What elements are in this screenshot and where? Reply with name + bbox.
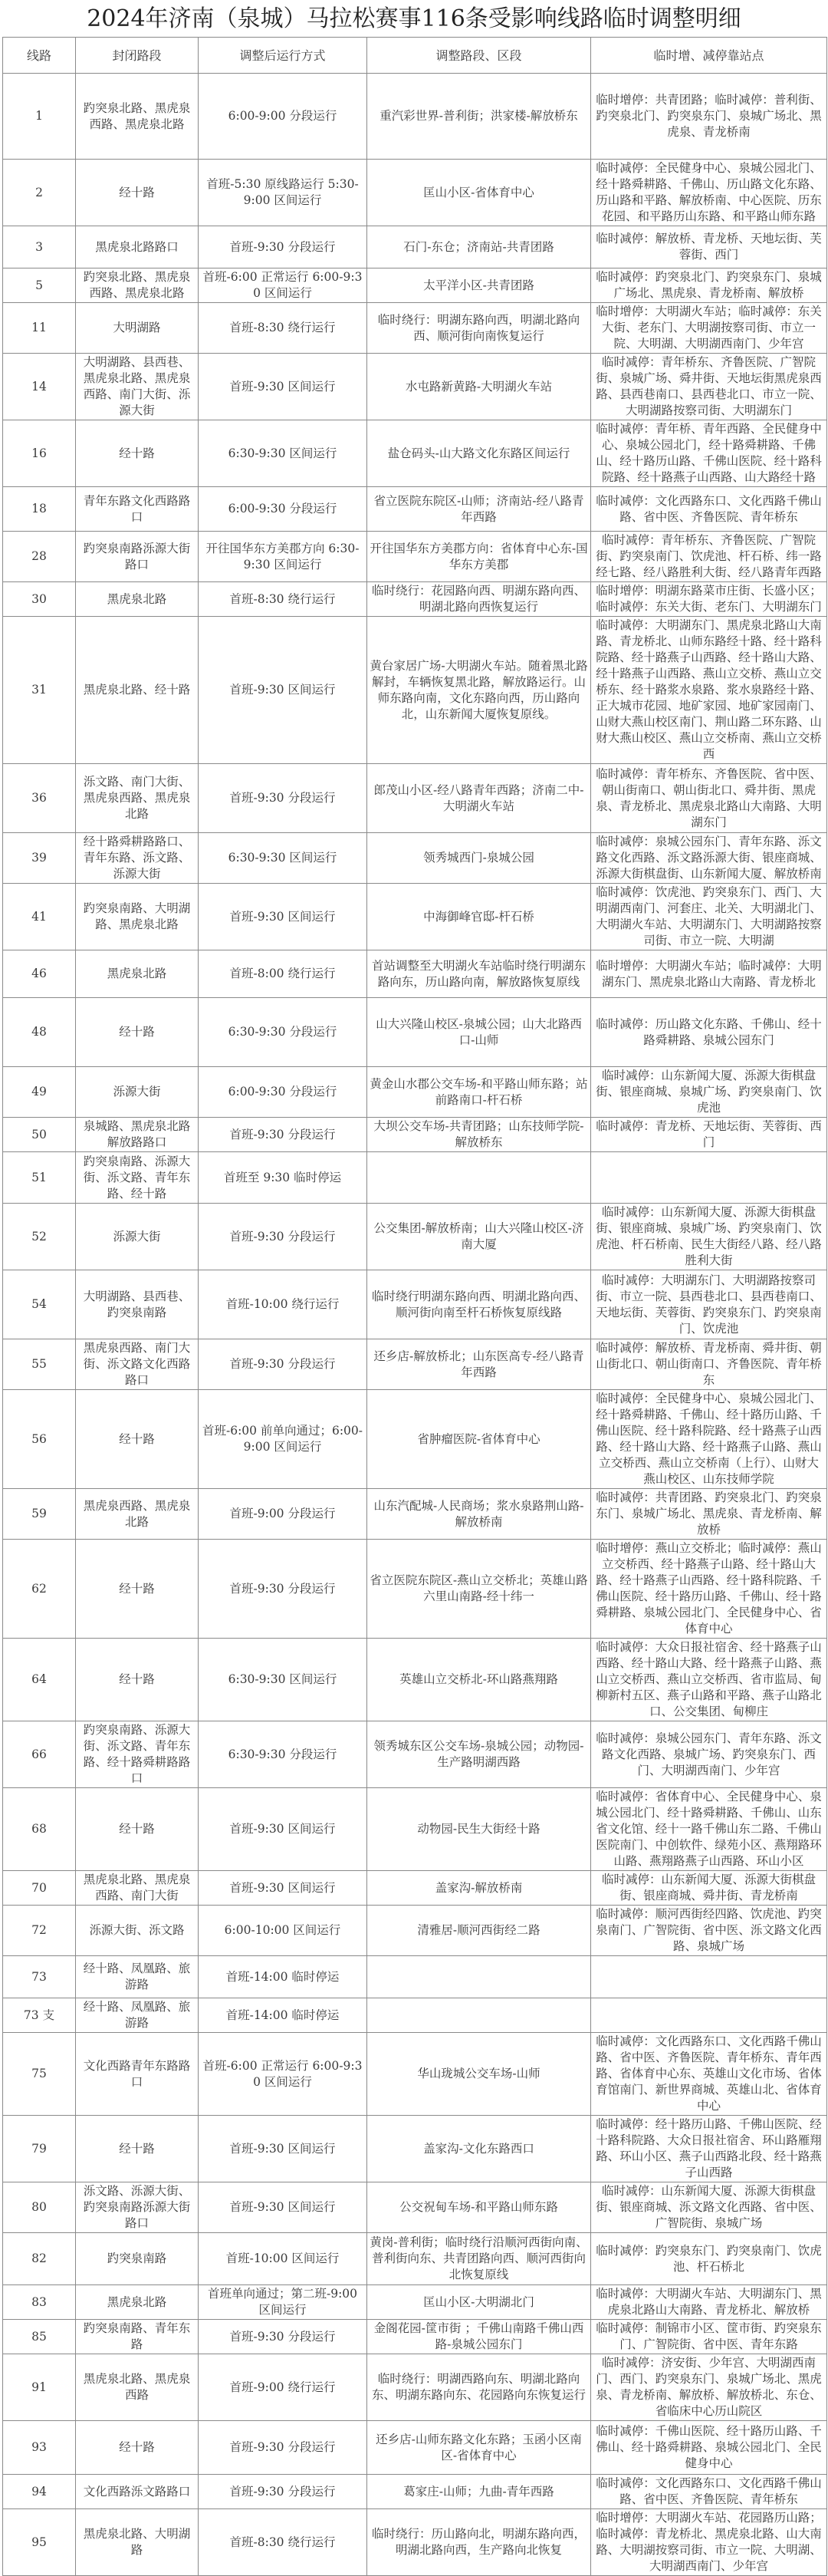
cell-run-mode: 首班-9:30 区间运行 — [199, 1788, 367, 1871]
table-row — [3, 2354, 827, 2421]
cell-line: 82 — [3, 2233, 76, 2285]
table-row — [3, 487, 827, 532]
cell-line: 48 — [3, 998, 76, 1067]
cell-stop-changes: 临时增停：大明湖火车站；临时减停：东关大街、老东门、大明湖按察司街、市立一院、大明湖、大明湖西南门、少年宫 — [591, 303, 827, 354]
cell-stop-changes: 临时减停：省体育中心、全民健身中心、泉城公园北门、经十路舜耕路、千佛山、山东省文化馆、经十一路千佛山东二路、千佛山医院南门、中创软件、绿苑小区、燕翔路环山路、燕翔路燕子山西路、环山小区 — [591, 1788, 827, 1871]
cell-run-mode: 首班-9:30 分段运行 — [199, 1540, 367, 1639]
cell-run-mode: 6:00-10:00 区间运行 — [199, 1906, 367, 1956]
cell-adjusted-section: 开往国华东方美郡方向：省体育中心东-国华东方美郡 — [367, 532, 591, 582]
cell-closed-section: 经十路 — [76, 160, 199, 226]
cell-stop-changes: 临时减停：泉城公园东门、青年东路、泺文路文化西路、泉城广场、趵突泉东门、西门、大明湖西南门、少年宫 — [591, 1721, 827, 1788]
cell-line: 18 — [3, 487, 76, 532]
table-row — [3, 764, 827, 833]
header-adjusted-section: 调整路段、区段 — [367, 38, 591, 74]
cell-run-mode: 6:30-9:30 区间运行 — [199, 1639, 367, 1721]
cell-closed-section: 趵突泉南路、泺源大街、泺文路、青年东路、经十路 — [76, 1152, 199, 1204]
cell-run-mode: 首班-9:30 区间运行 — [199, 617, 367, 764]
cell-closed-section: 趵突泉南路、泺源大街、泺文路、青年东路、经十路舜耕路路口 — [76, 1721, 199, 1788]
page-title: 2024年济南（泉城）马拉松赛事116条受影响线路临时调整明细 — [87, 5, 741, 32]
cell-stop-changes: 临时减停：千佛山医院、经十路历山路、千佛山、经十路舜耕路、泉城公园北门、全民健身中心 — [591, 2421, 827, 2475]
cell-line: 56 — [3, 1390, 76, 1489]
table-row — [3, 2033, 827, 2116]
cell-line: 85 — [3, 2320, 76, 2354]
cell-run-mode: 首班-8:30 绕行运行 — [199, 582, 367, 617]
table-header-row — [3, 38, 827, 74]
cell-stop-changes: 临时减停：解放桥、青龙桥南、舜井街、朝山街北口、朝山街南口、齐鲁医院、青年桥东 — [591, 1339, 827, 1390]
cell-line: 62 — [3, 1540, 76, 1639]
cell-line: 49 — [3, 1067, 76, 1118]
cell-closed-section: 经十路 — [76, 2421, 199, 2475]
cell-closed-section: 经十路 — [76, 1540, 199, 1639]
cell-run-mode: 6:00-9:00 分段运行 — [199, 74, 367, 160]
cell-line: 16 — [3, 420, 76, 487]
cell-closed-section: 黑虎泉北路、黑虎泉西路、南门大街 — [76, 1871, 199, 1906]
cell-stop-changes: 临时减停：全民健身中心、泉城公园北门、经十路舜耕路、千佛山、经十路历山路、千佛山医院、经十路科院路、经十路燕子山西路、经十路山大路、经十路燕子山路、燕山立交桥西、燕山立交桥南（上行）、山财大燕山校区、山东技师学院 — [591, 1390, 827, 1489]
cell-stop-changes — [591, 1152, 827, 1204]
cell-run-mode: 6:30-9:30 分段运行 — [199, 998, 367, 1067]
table-row — [3, 1339, 827, 1390]
cell-stop-changes: 临时增停：大明湖火车站；临时减停：大明湖东门、黑虎泉北路山大南路、青龙桥北 — [591, 950, 827, 998]
cell-adjusted-section: 还乡店-解放桥北；山东医高专-经八路青年西路 — [367, 1339, 591, 1390]
table-row — [3, 2320, 827, 2354]
route-adjustment-table — [2, 37, 827, 2576]
cell-closed-section: 趵突泉北路、黑虎泉西路、黑虎泉北路 — [76, 268, 199, 303]
cell-stop-changes: 临时减停：趵突泉东门、趵突泉南门、饮虎池、杆石桥北 — [591, 2233, 827, 2285]
table-row — [3, 998, 827, 1067]
cell-run-mode: 开往国华东方美郡方向 6:30-9:30 区间运行 — [199, 532, 367, 582]
cell-line: 64 — [3, 1639, 76, 1721]
table-row — [3, 1639, 827, 1721]
cell-closed-section: 泉城路、黑虎泉北路解放路路口 — [76, 1118, 199, 1152]
cell-run-mode: 首班-8:00 绕行运行 — [199, 950, 367, 998]
cell-closed-section: 文化西路泺文路路口 — [76, 2475, 199, 2509]
cell-closed-section: 泺源大街 — [76, 1067, 199, 1118]
cell-adjusted-section: 临时绕行：明湖西路向东、明湖北路向东、明湖东路向东、花园路向东恢复运行 — [367, 2354, 591, 2421]
cell-adjusted-section: 领秀城东区公交车场-泉城公园；动物园-生产路明湖西路 — [367, 1721, 591, 1788]
cell-closed-section: 趵突泉南路泺源大街路口 — [76, 532, 199, 582]
cell-stop-changes: 临时减停：共青团路、趵突泉北门、趵突泉东门、泉城广场北、黑虎泉、青龙桥南、解放桥 — [591, 1489, 827, 1540]
cell-line: 5 — [3, 268, 76, 303]
table-row — [3, 420, 827, 487]
table-row — [3, 2475, 827, 2509]
cell-line: 46 — [3, 950, 76, 998]
cell-adjusted-section: 首站调整至大明湖火车站临时绕行明湖东路向东，历山路向南，解放路恢复原线 — [367, 950, 591, 998]
cell-run-mode: 首班-9:30 区间运行 — [199, 1871, 367, 1906]
cell-adjusted-section: 山东汽配城-人民商场；浆水泉路荆山路-解放桥南 — [367, 1489, 591, 1540]
cell-line: 31 — [3, 617, 76, 764]
cell-adjusted-section: 黄金山水郡公交车场-和平路山师东路；站前路南口-杆石桥 — [367, 1067, 591, 1118]
cell-run-mode: 首班-8:30 绕行运行 — [199, 2509, 367, 2576]
cell-stop-changes: 临时减停：山东新闻大厦、泺源大街棋盘街、银座商城、泉城广场、趵突泉南门、饮虎池、杆石桥南、民生大街经八路、经八路胜利大街 — [591, 1204, 827, 1270]
cell-line: 2 — [3, 160, 76, 226]
table-row — [3, 354, 827, 420]
cell-closed-section: 泺文路、南门大街、黑虎泉西路、黑虎泉北路 — [76, 764, 199, 833]
cell-run-mode: 6:30-9:30 区间运行 — [199, 833, 367, 884]
cell-run-mode: 首班-9:30 分段运行 — [199, 764, 367, 833]
cell-line: 80 — [3, 2182, 76, 2233]
table-row — [3, 2116, 827, 2182]
table-row — [3, 1721, 827, 1788]
cell-adjusted-section: 临时绕行：花园路向西、明湖东路向西、明湖北路向西恢复运行 — [367, 582, 591, 617]
cell-run-mode: 首班-6:00 正常运行 6:00-9:30 区间运行 — [199, 268, 367, 303]
cell-adjusted-section: 动物园-民生大街经十路 — [367, 1788, 591, 1871]
cell-closed-section: 趵突泉南路、青年东路 — [76, 2320, 199, 2354]
cell-adjusted-section: 中海御峰官邸-杆石桥 — [367, 884, 591, 950]
cell-run-mode: 首班-9:30 区间运行 — [199, 354, 367, 420]
cell-adjusted-section: 大坝公交车场-共青团路；山东技师学院-解放桥东 — [367, 1118, 591, 1152]
cell-closed-section: 黑虎泉北路 — [76, 950, 199, 998]
table-row — [3, 1390, 827, 1489]
cell-closed-section: 经十路 — [76, 1788, 199, 1871]
cell-line: 73 — [3, 1956, 76, 1998]
cell-run-mode: 首班-9:30 区间运行 — [199, 2116, 367, 2182]
cell-stop-changes: 临时增停：燕山立交桥北；临时减停：燕山立交桥西、经十路燕子山路、经十路山大路、经十路燕子山西路、经十路科院路、千佛山医院、经十路历山路、千佛山、经十路舜耕路、泉城公园北门、全民健身中心、省体育中心 — [591, 1540, 827, 1639]
cell-closed-section: 大明湖路、县西巷、黑虎泉北路、黑虎泉西路、南门大街、泺源大街 — [76, 354, 199, 420]
cell-run-mode: 首班-6:00 前单向通过；6:00-9:00 区间运行 — [199, 1390, 367, 1489]
cell-line: 55 — [3, 1339, 76, 1390]
table-row — [3, 2182, 827, 2233]
cell-line: 1 — [3, 74, 76, 160]
cell-closed-section: 泺源大街 — [76, 1204, 199, 1270]
table-row — [3, 1489, 827, 1540]
cell-run-mode: 首班单向通过；第二班-9:00 区间运行 — [199, 2285, 367, 2320]
cell-closed-section: 经十路 — [76, 1639, 199, 1721]
cell-stop-changes: 临时减停：山东新闻大厦、泺源大街棋盘街、银座商城、舜井街、青龙桥南 — [591, 1871, 827, 1906]
cell-run-mode: 首班-6:00 正常运行 6:00-9:30 区间运行 — [199, 2033, 367, 2116]
cell-line: 72 — [3, 1906, 76, 1956]
cell-line: 52 — [3, 1204, 76, 1270]
cell-run-mode: 首班-9:30 分段运行 — [199, 1339, 367, 1390]
table-row — [3, 1152, 827, 1204]
cell-line: 59 — [3, 1489, 76, 1540]
cell-closed-section: 趵突泉南路、大明湖路、黑虎泉北路 — [76, 884, 199, 950]
header-closed-section: 封闭路段 — [76, 38, 199, 74]
cell-adjusted-section: 郎茂山小区-经八路青年西路；济南二中-大明湖火车站 — [367, 764, 591, 833]
cell-line: 51 — [3, 1152, 76, 1204]
cell-run-mode: 6:00-9:30 分段运行 — [199, 1067, 367, 1118]
table-row — [3, 226, 827, 268]
cell-closed-section: 文化西路青年东路路口 — [76, 2033, 199, 2116]
cell-closed-section: 黑虎泉北路、黑虎泉西路 — [76, 2354, 199, 2421]
cell-stop-changes: 临时减停：大明湖东门、大明湖路按察司街、市立一院、县西巷北口、县西巷南口、天地坛街、芙蓉街、趵突泉东门、趵突泉南门、饮虎池 — [591, 1270, 827, 1339]
cell-stop-changes: 临时减停：顺河西街经四路、饮虎池、趵突泉南门、广智院街、省中医、泺文路文化西路、泉城广场 — [591, 1906, 827, 1956]
cell-adjusted-section — [367, 1998, 591, 2033]
cell-line: 30 — [3, 582, 76, 617]
table-row — [3, 1906, 827, 1956]
table-row — [3, 1067, 827, 1118]
cell-closed-section: 黑虎泉北路、经十路 — [76, 617, 199, 764]
table-row — [3, 1204, 827, 1270]
cell-stop-changes: 临时减停：山东新闻大厦、泺源大街棋盘街、银座商城、泉城广场、趵突泉南门、饮虎池 — [591, 1067, 827, 1118]
cell-closed-section: 经十路、凤凰路、旅游路 — [76, 1998, 199, 2033]
header-run-mode: 调整后运行方式 — [199, 38, 367, 74]
cell-line: 79 — [3, 2116, 76, 2182]
cell-line: 95 — [3, 2509, 76, 2576]
table-row — [3, 2509, 827, 2576]
cell-run-mode: 6:00-9:30 分段运行 — [199, 487, 367, 532]
cell-line: 3 — [3, 226, 76, 268]
cell-line: 66 — [3, 1721, 76, 1788]
cell-run-mode: 首班-9:00 分段运行 — [199, 1489, 367, 1540]
table-body — [3, 74, 827, 2576]
table-row — [3, 1871, 827, 1906]
table-row — [3, 1998, 827, 2033]
cell-adjusted-section: 盖家沟-解放桥南 — [367, 1871, 591, 1906]
cell-adjusted-section — [367, 1956, 591, 1998]
cell-stop-changes: 临时减停：济安街、少年宫、大明湖西南门、西门、趵突泉东门、泉城广场北、黑虎泉、青龙桥南、解放桥、解放桥北、东仓、省临床中心历山院区 — [591, 2354, 827, 2421]
cell-adjusted-section: 匡山小区-大明湖北门 — [367, 2285, 591, 2320]
cell-closed-section: 大明湖路、县西巷、趵突泉南路 — [76, 1270, 199, 1339]
table-row — [3, 1118, 827, 1152]
cell-run-mode: 首班-9:00 绕行运行 — [199, 2354, 367, 2421]
cell-run-mode: 首班-9:30 分段运行 — [199, 2475, 367, 2509]
cell-stop-changes: 临时减停：青龙桥、天地坛街、芙蓉街、西门 — [591, 1118, 827, 1152]
cell-stop-changes: 临时减停：泉城公园东门、青年东路、泺文路文化西路、泺文路泺源大街、银座商城、泺源大街棋盘街、山东新闻大厦、解放桥南 — [591, 833, 827, 884]
cell-run-mode: 首班-8:30 绕行运行 — [199, 303, 367, 354]
table-row — [3, 582, 827, 617]
cell-run-mode: 首班-9:30 分段运行 — [199, 1118, 367, 1152]
cell-closed-section: 趵突泉北路、黑虎泉西路、黑虎泉北路 — [76, 74, 199, 160]
cell-stop-changes: 临时减停：大明湖火车站、大明湖东门、黑虎泉北路山大南路、青龙桥北、解放桥 — [591, 2285, 827, 2320]
table-row — [3, 617, 827, 764]
cell-stop-changes: 临时增停：大明湖火车站、花园路历山路；临时减停：青龙桥北、黑虎泉北路、山大南路、大明湖按察司街、市立一院、大明湖、大明湖西南门、少年宫 — [591, 2509, 827, 2576]
cell-run-mode: 首班-9:30 区间运行 — [199, 2182, 367, 2233]
cell-line: 41 — [3, 884, 76, 950]
cell-adjusted-section: 石门-东仓；济南站-共青团路 — [367, 226, 591, 268]
cell-run-mode: 首班-10:00 绕行运行 — [199, 1270, 367, 1339]
table-row — [3, 833, 827, 884]
cell-line: 54 — [3, 1270, 76, 1339]
cell-stop-changes: 临时减停：经十路历山路、千佛山医院、经十路科院路、大众日报社宿舍、环山路雁翔路、环山小区、燕子山西路北段、经十路燕子山西路 — [591, 2116, 827, 2182]
cell-closed-section: 黑虎泉西路、黑虎泉北路 — [76, 1489, 199, 1540]
table-row — [3, 268, 827, 303]
cell-stop-changes: 临时减停：文化西路东口、文化西路千佛山路、省中医、齐鲁医院、青年桥东 — [591, 2475, 827, 2509]
cell-run-mode: 首班-14:00 临时停运 — [199, 1998, 367, 2033]
table-row — [3, 2233, 827, 2285]
cell-line: 11 — [3, 303, 76, 354]
cell-adjusted-section: 匡山小区-省体育中心 — [367, 160, 591, 226]
cell-stop-changes: 临时减停：文化西路东口、文化西路千佛山路、省中医、齐鲁医院、青年桥东、青年西路、省体育中心东、英雄山文化市场、省体育馆南门、新世界商城、英雄山北、省体育中心 — [591, 2033, 827, 2116]
cell-adjusted-section: 华山珑城公交车场-山师 — [367, 2033, 591, 2116]
cell-closed-section: 经十路 — [76, 998, 199, 1067]
table-row — [3, 884, 827, 950]
cell-stop-changes: 临时减停：趵突泉北门、趵突泉东门、泉城广场北、黑虎泉、青龙桥南、解放桥 — [591, 268, 827, 303]
cell-stop-changes: 临时减停：大众日报社宿舍、经十路燕子山西路、经十路山大路、经十路燕子山路、燕山立交桥西、燕山立交桥西、省市监局、甸柳新村五区、燕子山路和平路、燕子山路北口、公交集团、甸柳庄 — [591, 1639, 827, 1721]
cell-adjusted-section: 黄台家居广场-大明湖火车站。随着黑北路解封，车辆恢复黑北路，解放路运行。山师东路向南，文化东路向西，历山路向北，山东新闻大厦恢复原线。 — [367, 617, 591, 764]
table-row — [3, 1788, 827, 1871]
cell-adjusted-section: 盐仓码头-山大路文化东路区间运行 — [367, 420, 591, 487]
cell-run-mode: 6:30-9:30 区间运行 — [199, 420, 367, 487]
cell-run-mode: 首班至 9:30 临时停运 — [199, 1152, 367, 1204]
cell-adjusted-section: 临时绕行明湖东路向西、明湖北路向西、顺河街向南至杆石桥恢复原线路 — [367, 1270, 591, 1339]
cell-adjusted-section: 清雅居-顺河西街经二路 — [367, 1906, 591, 1956]
cell-closed-section: 经十路 — [76, 2116, 199, 2182]
cell-run-mode: 首班-9:30 分段运行 — [199, 226, 367, 268]
cell-stop-changes: 临时减停：大明湖东门、黑虎泉北路山大南路、青龙桥北、山师东路经十路、经十路科院路、经十路燕子山西路、经十路山大路、经十路燕子山西路、燕山立交桥、燕山立交桥东、经十路浆水泉路、浆水泉路经十路、正大城市花园、地矿家园、地矿家园南门、山财大燕山校区南门、荆山路二环东路、山财大燕山校区、燕山立交桥南、燕山立交桥西 — [591, 617, 827, 764]
cell-line: 39 — [3, 833, 76, 884]
cell-closed-section: 黑虎泉西路、南门大街、泺文路文化西路路口 — [76, 1339, 199, 1390]
cell-closed-section: 经十路 — [76, 1390, 199, 1489]
cell-run-mode: 首班-9:30 区间运行 — [199, 884, 367, 950]
cell-line: 75 — [3, 2033, 76, 2116]
cell-adjusted-section: 省肿瘤医院-省体育中心 — [367, 1390, 591, 1489]
table-row — [3, 950, 827, 998]
cell-adjusted-section: 盖家沟-文化东路西口 — [367, 2116, 591, 2182]
table-row — [3, 1540, 827, 1639]
cell-adjusted-section: 英雄山立交桥北-环山路燕翔路 — [367, 1639, 591, 1721]
cell-run-mode: 首班-9:30 分段运行 — [199, 2320, 367, 2354]
cell-stop-changes: 临时减停：历山路文化东路、千佛山、经十路舜耕路、泉城公园东门 — [591, 998, 827, 1067]
cell-run-mode: 首班-14:00 临时停运 — [199, 1956, 367, 1998]
cell-run-mode: 首班-9:30 分段运行 — [199, 2421, 367, 2475]
cell-adjusted-section: 临时绕行：明湖东路向西，明湖北路向西、顺河街向南恢复运行 — [367, 303, 591, 354]
header-line: 线路 — [3, 38, 76, 74]
cell-adjusted-section: 金阁花园-筐市街 ；千佛山南路千佛山西路-泉城公园东门 — [367, 2320, 591, 2354]
cell-stop-changes: 临时减停：文化西路东口、文化西路千佛山路、省中医、齐鲁医院、青年桥东 — [591, 487, 827, 532]
cell-closed-section: 大明湖路 — [76, 303, 199, 354]
cell-adjusted-section: 山大兴隆山校区-泉城公园；山大北路西口-山师 — [367, 998, 591, 1067]
cell-line: 73 支 — [3, 1998, 76, 2033]
cell-closed-section: 黑虎泉北路 — [76, 582, 199, 617]
cell-line: 94 — [3, 2475, 76, 2509]
cell-line: 68 — [3, 1788, 76, 1871]
cell-stop-changes — [591, 1956, 827, 1998]
cell-adjusted-section: 省立医院东院区-山师；济南站-经八路青年西路 — [367, 487, 591, 532]
table-row — [3, 2421, 827, 2475]
table-row — [3, 1270, 827, 1339]
cell-stop-changes: 临时增停：明湖东路菜市庄街、长盛小区；临时减停：东关大街、老东门、大明湖东门 — [591, 582, 827, 617]
cell-stop-changes: 临时减停：青年桥东、齐鲁医院、广智院街、泉城广场、舜井街、天地坛街黑虎泉西路、县西巷南口、县西巷北口、市立一院、大明湖路按察司街、大明湖东门 — [591, 354, 827, 420]
cell-stop-changes: 临时减停：山东新闻大厦、泺源大街棋盘街、银座商城、泺文路文化西路、省中医、广智院街、泉城广场 — [591, 2182, 827, 2233]
cell-run-mode: 6:30-9:30 分段运行 — [199, 1721, 367, 1788]
table-row — [3, 160, 827, 226]
cell-closed-section: 经十路、凤凰路、旅游路 — [76, 1956, 199, 1998]
cell-stop-changes: 临时减停：全民健身中心、泉城公园北门、经十路舜耕路、千佛山、历山路文化东路、历山路和平路、解放桥南、中心医院、历东花园、和平路历山东路、和平路山师东路 — [591, 160, 827, 226]
cell-stop-changes: 临时减停：青年桥东、齐鲁医院、省中医、朝山街南口、朝山街北口、舜井街、黑虎泉、青龙桥北、黑虎泉北路山大南路、大明湖东门 — [591, 764, 827, 833]
cell-stop-changes — [591, 1998, 827, 2033]
cell-adjusted-section: 水屯路新黄路-大明湖火车站 — [367, 354, 591, 420]
cell-adjusted-section: 太平洋小区-共青团路 — [367, 268, 591, 303]
cell-line: 50 — [3, 1118, 76, 1152]
cell-adjusted-section: 葛家庄-山师；九曲-青年西路 — [367, 2475, 591, 2509]
cell-closed-section: 经十路 — [76, 420, 199, 487]
cell-run-mode: 首班-10:00 区间运行 — [199, 2233, 367, 2285]
table-row — [3, 2285, 827, 2320]
cell-closed-section: 黑虎泉北路路口 — [76, 226, 199, 268]
cell-closed-section: 黑虎泉北路、大明湖路 — [76, 2509, 199, 2576]
cell-adjusted-section: 还乡店-山师东路文化东路；玉函小区南区-省体育中心 — [367, 2421, 591, 2475]
cell-run-mode: 首班-5:30 原线路运行 5:30-9:00 区间运行 — [199, 160, 367, 226]
cell-adjusted-section: 领秀城西门-泉城公园 — [367, 833, 591, 884]
cell-line: 91 — [3, 2354, 76, 2421]
cell-adjusted-section: 黄岗-普利街；临时绕行沿顺河西街向南、普利街向东、共青团路向西、顺河西街向北恢复原线 — [367, 2233, 591, 2285]
cell-stop-changes: 临时减停：解放桥、青龙桥、天地坛街、芙蓉街、西门 — [591, 226, 827, 268]
cell-stop-changes: 临时减停：饮虎池、趵突泉东门、西门、大明湖西南门、河套庄、北关、大明湖北门、大明湖火车站、大明湖东门、大明湖路按察司街、市立一院、大明湖 — [591, 884, 827, 950]
cell-line: 83 — [3, 2285, 76, 2320]
table-row — [3, 74, 827, 160]
cell-line: 70 — [3, 1871, 76, 1906]
cell-stop-changes: 临时减停：制锦市小区、筐市街、趵突泉东门、广智院街、省中医、青年东路 — [591, 2320, 827, 2354]
cell-closed-section: 趵突泉南路 — [76, 2233, 199, 2285]
cell-adjusted-section: 临时绕行：历山路向北，明湖东路向西，明湖北路向西，生产路向北恢复 — [367, 2509, 591, 2576]
cell-closed-section: 黑虎泉北路 — [76, 2285, 199, 2320]
cell-adjusted-section — [367, 1152, 591, 1204]
cell-adjusted-section: 公交祝甸车场-和平路山师东路 — [367, 2182, 591, 2233]
cell-line: 28 — [3, 532, 76, 582]
table-row — [3, 532, 827, 582]
cell-adjusted-section: 公交集团-解放桥南；山大兴隆山校区-济南大厦 — [367, 1204, 591, 1270]
header-stop-changes: 临时增、减停靠站点 — [591, 38, 827, 74]
cell-closed-section: 经十路舜耕路路口、青年东路、泺文路、泺源大街 — [76, 833, 199, 884]
cell-adjusted-section: 重汽彩世界-普利街；洪家楼-解放桥东 — [367, 74, 591, 160]
cell-stop-changes: 临时增停：共青团路；临时减停：普利街、趵突泉北门、趵突泉东门、泉城广场北、黑虎泉、青龙桥南 — [591, 74, 827, 160]
cell-run-mode: 首班-9:30 分段运行 — [199, 1204, 367, 1270]
cell-adjusted-section: 省立医院东院区-燕山立交桥北；英雄山路六里山南路-经十纬一 — [367, 1540, 591, 1639]
table-row — [3, 1956, 827, 1998]
cell-line: 36 — [3, 764, 76, 833]
cell-line: 93 — [3, 2421, 76, 2475]
cell-stop-changes: 临时减停：青年桥东、齐鲁医院、广智院街、趵突泉南门、饮虎池、杆石桥、纬一路经七路、经八路胜利大街、经八路青年西路 — [591, 532, 827, 582]
cell-closed-section: 泺源大街、泺文路 — [76, 1906, 199, 1956]
cell-line: 14 — [3, 354, 76, 420]
cell-stop-changes: 临时减停：青年桥、青年西路、全民健身中心、泉城公园北门，经十路舜耕路、千佛山、经十路历山路、千佛山医院、经十路科院路、经十路燕子山西路、山大路经十路 — [591, 420, 827, 487]
table-row — [3, 303, 827, 354]
cell-closed-section: 泺文路、泺源大街、趵突泉南路泺源大街路口 — [76, 2182, 199, 2233]
cell-closed-section: 青年东路文化西路路口 — [76, 487, 199, 532]
